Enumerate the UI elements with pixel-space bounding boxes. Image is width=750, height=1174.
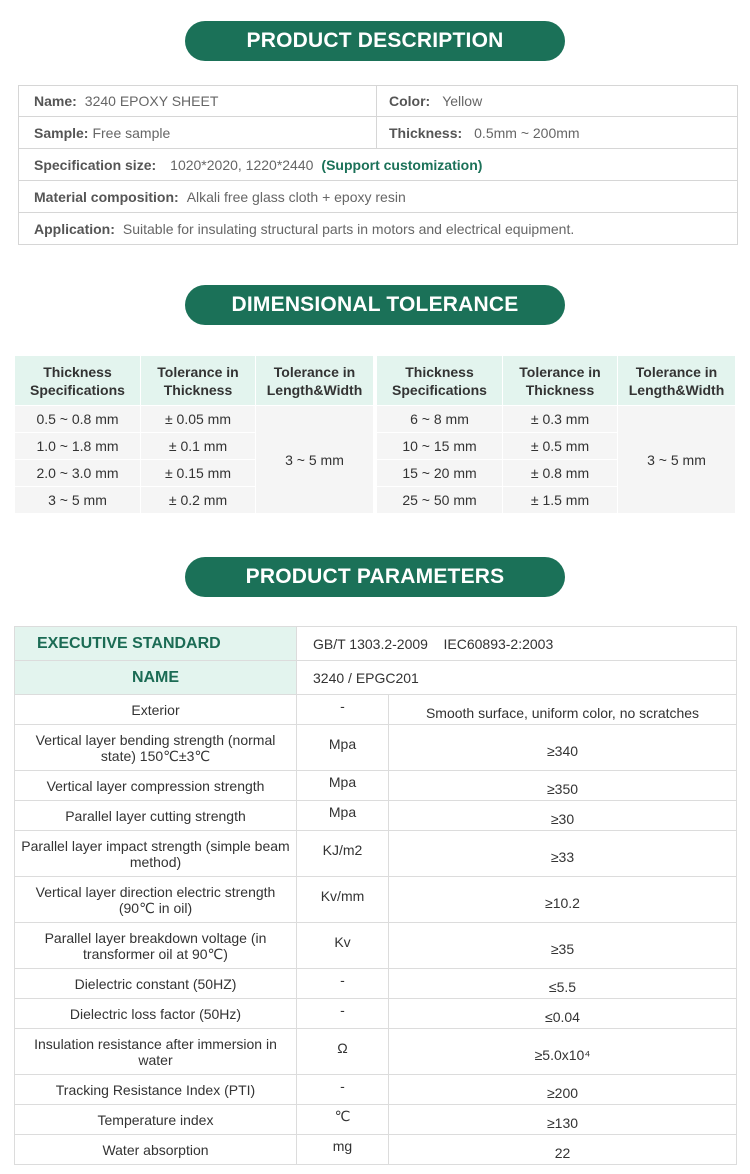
table-row (377, 406, 736, 433)
header-tolerance-thickness: Tolerance in Thickness (503, 356, 618, 406)
property-value: ≥10.2 (389, 877, 737, 923)
header-tolerance-length-width: Tolerance in Length&Width (256, 356, 374, 406)
thickness-value: 0.5mm ~ 200mm (474, 124, 580, 141)
property-value: Smooth surface, uniform color, no scratches (389, 695, 737, 725)
length-width-tolerance: 3 ~ 5 mm (618, 406, 736, 514)
property-name: Dielectric loss factor (50Hz) (15, 999, 297, 1029)
color-value: Yellow (442, 93, 483, 109)
table-row (15, 406, 374, 433)
thickness-spec: 25 ~ 50 mm (377, 487, 503, 514)
property-value: ≥200 (389, 1075, 737, 1105)
property-value: ≥350 (389, 771, 737, 801)
table-row (15, 801, 737, 831)
description-row (19, 117, 737, 149)
table-row (15, 831, 737, 877)
property-unit: Ω (297, 1029, 389, 1075)
name-cell (19, 86, 377, 116)
thickness-spec: 2.0 ~ 3.0 mm (15, 460, 141, 487)
property-name: Parallel layer cutting strength (15, 801, 297, 831)
thickness-label: Thickness: (389, 124, 463, 141)
property-unit: KJ/m2 (297, 831, 389, 877)
property-value: ≤0.04 (389, 999, 737, 1029)
table-row (15, 1135, 737, 1165)
header-thickness-spec: Thickness Specifications (15, 356, 141, 406)
thickness-spec: 10 ~ 15 mm (377, 433, 503, 460)
thickness-tolerance: ± 0.8 mm (503, 460, 618, 487)
thickness-tolerance: ± 0.05 mm (141, 406, 256, 433)
header-tolerance-thickness: Tolerance in Thickness (141, 356, 256, 406)
property-unit: - (297, 999, 389, 1029)
property-name: Vertical layer bending strength (normal state) 150℃±3℃ (15, 725, 297, 771)
table-row (15, 877, 737, 923)
standard-row (15, 627, 737, 661)
thickness-tolerance: ± 0.5 mm (503, 433, 618, 460)
section-title-tolerance: DIMENSIONAL TOLERANCE (185, 285, 565, 325)
length-width-tolerance: 3 ~ 5 mm (256, 406, 374, 514)
standard-label: EXECUTIVE STANDARD (15, 627, 297, 661)
property-name: Water absorption (15, 1135, 297, 1165)
thickness-cell (377, 117, 737, 148)
thickness-tolerance: ± 0.3 mm (503, 406, 618, 433)
property-unit: Mpa (297, 771, 389, 801)
table-row (15, 969, 737, 999)
property-name: Vertical layer compression strength (15, 771, 297, 801)
standard-value: GB/T 1303.2-2009 IEC60893-2:2003 (297, 627, 737, 661)
thickness-tolerance: ± 0.1 mm (141, 433, 256, 460)
name-value: 3240 EPOXY SHEET (84, 93, 219, 109)
thickness-spec: 6 ~ 8 mm (377, 406, 503, 433)
property-name: Insulation resistance after immersion in water (15, 1029, 297, 1075)
material-value: Alkali free glass cloth + epoxy resin (186, 188, 406, 205)
spec-value: 1020*2020, 1220*2440 (170, 156, 314, 173)
name-label: Name: (34, 93, 77, 109)
application-cell (19, 213, 737, 244)
table-row (15, 1075, 737, 1105)
property-name: Exterior (15, 695, 297, 725)
application-value: Suitable for insulating structural parts in motors and electrical equipment. (122, 220, 575, 237)
thickness-spec: 15 ~ 20 mm (377, 460, 503, 487)
property-name: Temperature index (15, 1105, 297, 1135)
property-name: Parallel layer impact strength (simple beam method) (15, 831, 297, 877)
property-name: Parallel layer breakdown voltage (in transformer oil at 90℃) (15, 923, 297, 969)
sample-cell (19, 117, 377, 148)
property-value: ≥33 (389, 831, 737, 877)
property-unit: Kv (297, 923, 389, 969)
property-name: Dielectric constant (50HZ) (15, 969, 297, 999)
property-unit: - (297, 695, 389, 725)
property-unit: ℃ (297, 1105, 389, 1135)
application-label: Application: (34, 220, 115, 237)
name-label: NAME (15, 661, 297, 695)
property-unit: - (297, 1075, 389, 1105)
table-row (15, 923, 737, 969)
description-row (19, 181, 737, 213)
thickness-tolerance: ± 0.15 mm (141, 460, 256, 487)
thickness-spec: 1.0 ~ 1.8 mm (15, 433, 141, 460)
property-unit: Mpa (297, 801, 389, 831)
property-unit: mg (297, 1135, 389, 1165)
property-unit: - (297, 969, 389, 999)
property-name: Tracking Resistance Index (PTI) (15, 1075, 297, 1105)
property-value: ≥30 (389, 801, 737, 831)
name-row (15, 661, 737, 695)
tolerance-table-right (376, 355, 736, 514)
table-row (15, 999, 737, 1029)
sample-value: Free sample (92, 124, 171, 141)
description-table (18, 85, 738, 245)
material-label: Material composition: (34, 188, 179, 205)
property-unit: Kv/mm (297, 877, 389, 923)
header-tolerance-length-width: Tolerance in Length&Width (618, 356, 736, 406)
property-value: ≥130 (389, 1105, 737, 1135)
thickness-tolerance: ± 0.2 mm (141, 487, 256, 514)
thickness-spec: 3 ~ 5 mm (15, 487, 141, 514)
color-label: Color: (389, 93, 431, 109)
section-title-parameters: PRODUCT PARAMETERS (185, 557, 565, 597)
table-row (15, 771, 737, 801)
section-title-description: PRODUCT DESCRIPTION (185, 21, 565, 61)
property-value: ≥5.0x10⁴ (389, 1029, 737, 1075)
spec-note: (Support customization) (321, 156, 483, 173)
spec-label: Specification size: (34, 156, 157, 173)
description-row (19, 213, 737, 244)
property-unit: Mpa (297, 725, 389, 771)
name-value: 3240 / EPGC201 (297, 661, 737, 695)
table-row (15, 695, 737, 725)
material-cell (19, 181, 737, 212)
property-name: Vertical layer direction electric strength (90℃ in oil) (15, 877, 297, 923)
sample-label: Sample: (34, 124, 89, 141)
thickness-spec: 0.5 ~ 0.8 mm (15, 406, 141, 433)
description-row (19, 149, 737, 181)
tolerance-table-left (14, 355, 374, 514)
table-row (15, 1029, 737, 1075)
spec-cell (19, 149, 737, 180)
thickness-tolerance: ± 1.5 mm (503, 487, 618, 514)
description-row (19, 86, 737, 117)
color-cell (377, 86, 737, 116)
table-row (15, 1105, 737, 1135)
property-value: ≤5.5 (389, 969, 737, 999)
header-thickness-spec: Thickness Specifications (377, 356, 503, 406)
parameters-table (14, 626, 737, 1165)
property-value: 22 (389, 1135, 737, 1165)
property-value: ≥35 (389, 923, 737, 969)
property-value: ≥340 (389, 725, 737, 771)
table-row (15, 725, 737, 771)
